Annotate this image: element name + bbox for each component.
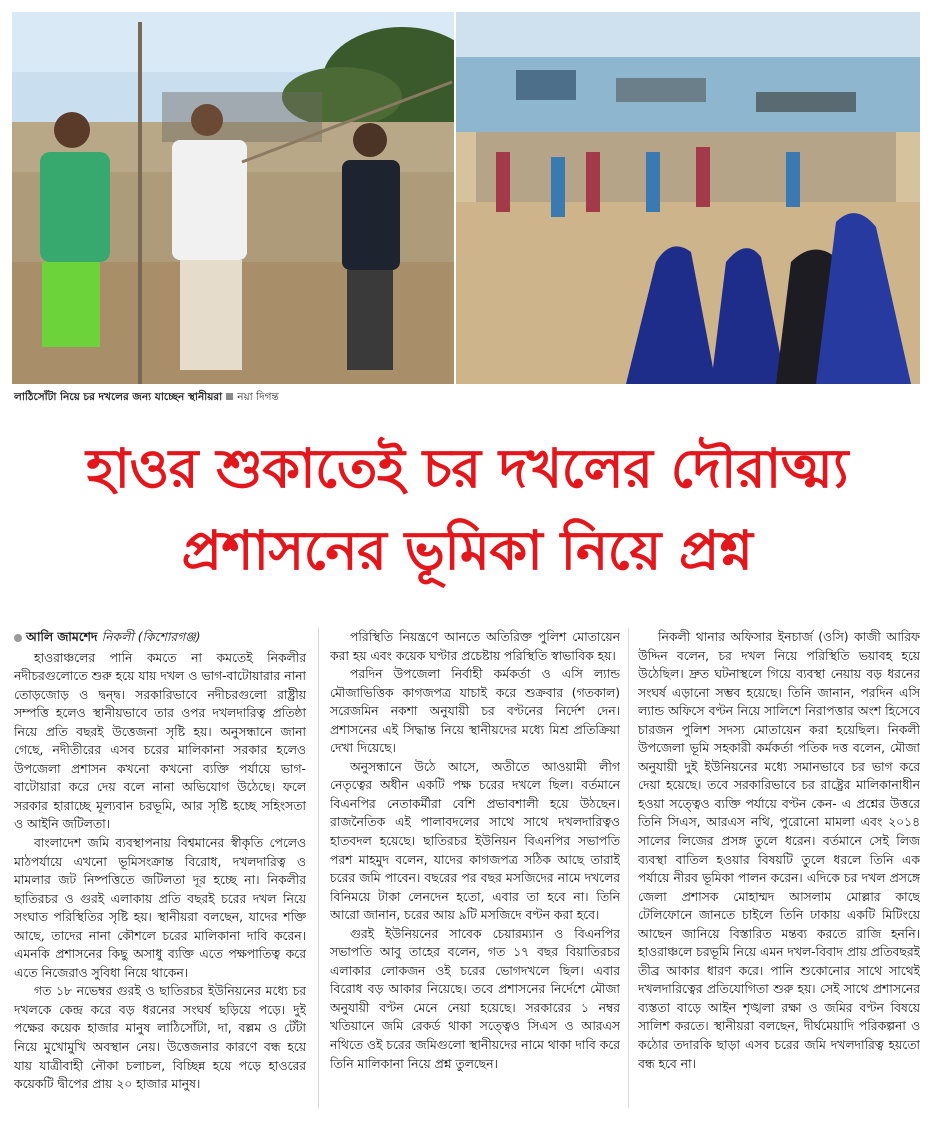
article-column-2 (330, 628, 620, 1110)
paragraph: নিকলী থানার অফিসার ইনচার্জ (ওসি) কাজী আরিফ উদ্দিন বলেন, চর দখল নিয়ে পরিস্থিতি ভয়াবহ হয়ে উঠেছিল। দ্রুত ঘটনাস্থলে গিয়ে ব্যবস্থা নেয়ায় বড় ধরনের সংঘর্ষ এড়ানো সম্ভব হয়েছে। তিনি জানান, পরদিন এসি ল্যান্ড অফিসে বণ্টন নিয়ে সালিশে নিরাপত্তার অংশ হিসেবে চারজন পুলিশ সদস্য মোতায়েন করা হয়েছিল। নিকলী উপজেলা ভূমি সহকারী কর্মকর্তা পতিক দত্ত বলেন, মৌজা অনুযায়ী দুই ইউনিয়নের মধ্যে সমানভাবে চর ভাগ করে দেয়া হয়েছে। তবে সরকারিভাবে চর রাষ্ট্রের মালিকানাধীন হওয়া সত্ত্বেও ব্যক্তি পর্যায়ে বণ্টন কেন- এ প্রশ্নের উত্তরে তিনি সিএস, আরএস নথি, পুরোনো মামলা এবং ২০১৪ সালের লিজের প্রসঙ্গ তুলে ধরেন। বর্তমানে সেই লিজ ব্যবস্থা বাতিল হওয়ার বিষয়টি তুলে ধরলে তিনি এক পর্যায়ে নীরব ভূমিকা পালন করেন। এদিকে চর দখল প্রসঙ্গে জেলা প্রশাসক মোহাম্মদ আসলাম মোল্লার কাছে টেলিফোনে জানতে চাইলে তিনি ঢাকায় একটি মিটিংয়ে আছেন জানিয়ে বিস্তারিত মন্তব্য করতে রাজি হননি। হাওরাঞ্চলে চরভূমি নিয়ে এমন দখল-বিবাদ প্রায় প্রতিবছরই তীব্র আকার ধারণ করে। পানি শুকোনোর সাথে সাথেই দখলদারিত্বের প্রতিযোগিতা শুরু হয়। সেই সাথে প্রশাসনের ব্যস্ততা বাড়ে আইন শৃঙ্খলা রক্ষা ও জমির বণ্টন বিষয়ে সালিশ করতে। স্থানীয়রা বলছেন, দীর্ঘমেয়াদি পরিকল্পনা ও কঠোর তদারকি ছাড়া এসব চরের জমি দখলদারিত্ব হয়তো বন্ধ হবে না। (638, 630, 920, 1071)
byline-author: আলি জামশেদ (26, 630, 98, 644)
paragraph: গুরই ইউনিয়নের সাবেক চেয়ারম্যান ও বিএনপির সভাপতি আবু তাহের বলেন, গত ১৭ বছর বিয়াতিরচর এলাকার লোকজন ওই চরের ভোগদখলে ছিল। এবার বিরোধ বড় আকার নিয়েছে। তবে প্রশাসনের নির্দেশে মৌজা অনুযায়ী বণ্টন মেনে নেয়া হয়েছে। সরকারের ১ নম্বর খতিয়ানে জমি রেকর্ড থাকা সত্ত্বেও সিএস ও আরএস নথিতে ওই চরের জমিগুলো স্থানীয়দের নামে থাকা দাবি করে তিনি মালিকানা নিয়ে প্রশ্ন তুলছেন। (330, 926, 620, 1071)
byline (14, 628, 306, 647)
column-divider (318, 628, 319, 1108)
paragraph: পরিস্থিতি নিয়ন্ত্রণে আনতে অতিরিক্ত পুলিশ মোতায়েন করা হয় এবং কয়েক ঘণ্টার প্রচেষ্টায় পরিস্থিতি স্বাভাবিক হয়। (330, 630, 620, 663)
photo-riverbank-crowd (456, 12, 920, 384)
photo-villagers-with-sticks (12, 12, 454, 384)
caption-separator-square (226, 393, 233, 400)
paragraph: পরদিন উপজেলা নির্বাহী কর্মকর্তা ও এসি ল্যান্ড মৌজাভিত্তিক কাগজপত্র যাচাই করে শুক্রবার (গতকাল) সরেজমিন নকশা অনুযায়ী চর বণ্টনের নির্দেশ দেন। প্রশাসনের এই সিদ্ধান্ত নিয়ে স্থানীয়দের মধ্যে মিশ্র প্রতিক্রিয়া দেখা দিয়েছে। (330, 667, 620, 756)
headline-line-1: হাওর শুকাতেই চর দখলের দৌরাত্ম্য (85, 437, 848, 500)
paragraph: বাংলাদেশ জমি ব্যবস্থাপনায় বিশ্বমানের স্বীকৃতি পেলেও মাঠপর্যায়ে এখনো ভূমিসংক্রান্ত বিরোধ, দখলদারিত্ব ও মামলার জট নিষ্পত্তিতে জটিলতা দূর হচ্ছে না। নিকলীর ছাতিরচর ও গুরই এলাকায় প্রতি বছরই চরের দখল নিয়ে সংঘাত পরিস্থিতির সৃষ্টি হয়। স্থানীয়রা বলছেন, যাদের শক্তি আছে, তাদের নানা কৌশলে চরের মালিকানা দাবি করেন। এমনকি প্রশাসনের কিছু অসাধু ব্যক্তি এতে পক্ষপাতিত্ব করে এতে নিজেরাও সুবিধা নিয়ে থাকেন। (14, 836, 306, 980)
paragraph: অনুসন্ধানে উঠে আসে, অতীতে আওয়ামী লীগ নেতৃত্বের অধীন একটি পক্ষ চরের দখলে ছিল। বর্তমানে বিএনপির নেতাকর্মীরা বেশি প্রভাবশালী হয়ে উঠছেন। রাজনৈতিক এই পালাবদলের সাথে সাথে দখলদারিত্বও হাতবদল হয়েছে। ছাতিরচর ইউনিয়ন বিএনপির সভাপতি পরশ মাহমুদ বলেন, যাদের কাগজপত্র সঠিক আছে তারাই চরের জমি পাবেন। বছরের পর বছর মসজিদের নামে দখলের বিনিময়ে টাকা লেনদেন হতো, এবার তা হবে না। তিনি আরো জানান, চরের আয় ৯টি মসজিদে বণ্টন করা হবে। (330, 759, 620, 923)
caption-text: লাঠিসোঁটা নিয়ে চর দখলের জন্য যাচ্ছেন স্থানীয়রা (14, 391, 223, 403)
column-divider (628, 628, 629, 1108)
article-column-1 (14, 628, 306, 1120)
paragraph: হাওরাঞ্চলের পানি কমতে না কমতেই নিকলীর নদীচরগুলোতে শুরু হয়ে যায় দখল ও ভাগ-বাটোয়ারার নানা তোড়জোড় ও দ্বন্দ্ব। সরকারিভাবে নদীচরগুলো রাষ্ট্রীয় সম্পত্তি হলেও স্থানীয়ভাবে তার ওপর দখলদারিত্ব প্রতিষ্ঠা নিয়ে প্রতি বছরই উত্তেজনা সৃষ্টি হয়। অনুসন্ধানে জানা গেছে, নদীতীরের এসব চরের মালিকানা সরকার হলেও উপজেলা প্রশাসন কখনো কখনো ব্যক্তি পর্যায়ে ভাগ-বাটোয়ারা করে দেয় বলে নানা অভিযোগ উঠেছে। ফলে সরকার হারাচ্ছে মূল্যবান চরভূমি, আর সৃষ্টি হচ্ছে সহিংসতা ও আইনি জটিলতা। (14, 650, 306, 832)
headline-line-2: প্রশাসনের ভূমিকা নিয়ে প্রশ্ন (181, 519, 753, 582)
paragraph: গত ১৮ নভেম্বর গুরই ও ছাতিরচর ইউনিয়নের মধ্যে চর দখলকে কেন্দ্র করে বড় ধরনের সংঘর্ষ ছড়িয়ে পড়ে। দুই পক্ষের কয়েক হাজার মানুষ লাঠিসোঁটা, দা, বল্লম ও টেঁটা নিয়ে মুখোমুখি অবস্থান নেয়। উত্তেজনার কারণে বন্ধ হয়ে যায় যাত্রীবাহী নৌকা চলাচল, বিচ্ছিন্ন হয়ে পড়ে হাওরের কয়েকটি দ্বীপের প্রায় ২০ হাজার মানুষ। (14, 984, 306, 1092)
article-column-3 (638, 628, 920, 1110)
photo-caption (14, 390, 714, 407)
byline-location: নিকলী (কিশোরগঞ্জ) (101, 630, 201, 644)
byline-bullet-icon (14, 634, 22, 642)
caption-credit: নয়া দিগন্ত (237, 391, 279, 403)
